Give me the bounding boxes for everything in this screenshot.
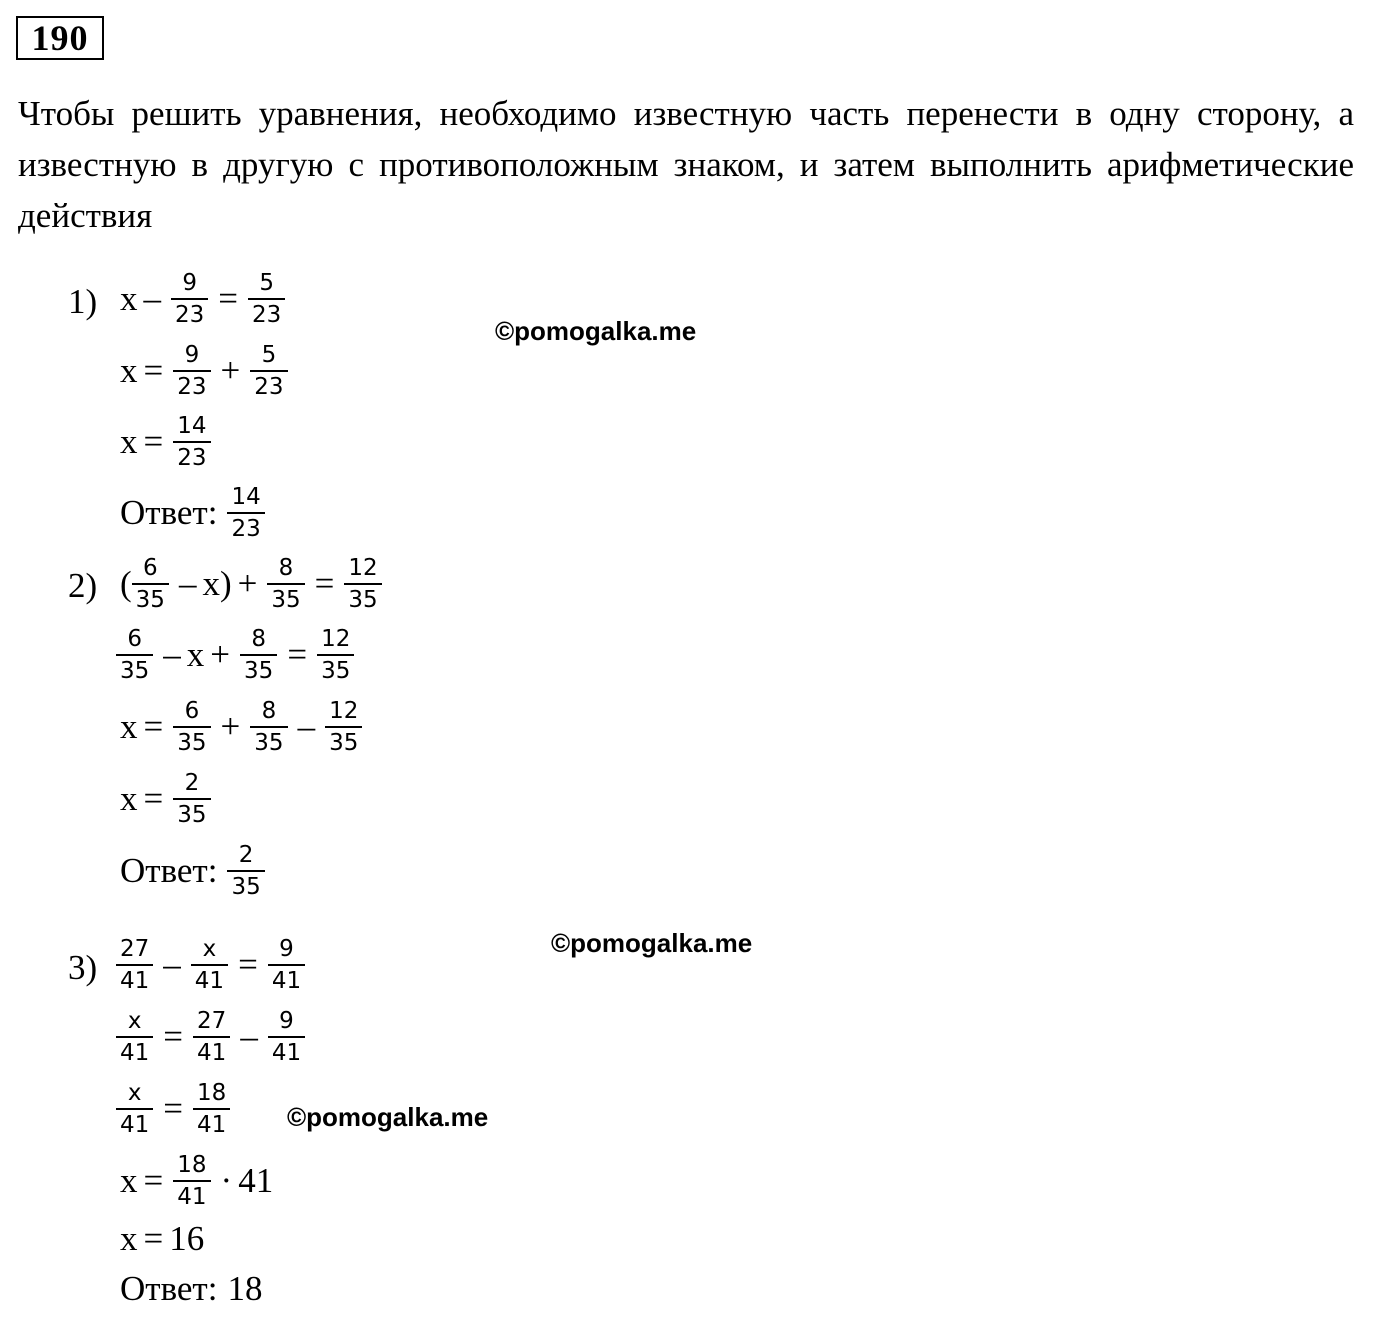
problem-label-3: 3) — [68, 948, 98, 987]
equals-sign: = — [143, 779, 164, 818]
problem-label-1: 1) — [68, 282, 98, 321]
var-x: x — [120, 279, 138, 318]
number: 41 — [238, 1161, 274, 1200]
var-x: x — [202, 564, 220, 603]
equals-sign: = — [143, 351, 164, 390]
plus-sign: + — [237, 564, 258, 603]
p1-line-3 — [120, 407, 215, 477]
plus-sign: + — [210, 635, 231, 674]
right-paren: ) — [219, 564, 232, 603]
problem-label-2: 2) — [68, 566, 98, 605]
fraction: $\frac{5}{23}$ — [248, 268, 285, 330]
p1-line-1 — [120, 264, 289, 334]
p1-line-2 — [120, 336, 292, 406]
var-x: x — [120, 1161, 138, 1200]
fraction: $\frac{8}{35}$ — [250, 696, 287, 758]
equals-sign: = — [143, 1161, 164, 1200]
fraction: $\frac{2}{35}$ — [173, 768, 210, 830]
p2-line-4 — [120, 764, 215, 834]
intro-text: Чтобы решить уравнения, необходимо известную часть перенести в одну сторону, а известную в другую с противоположным знаком, и затем выполнить арифметические действия — [18, 94, 1354, 235]
equals-sign: = — [163, 1017, 184, 1056]
equals-sign: = — [287, 635, 308, 674]
var-x: x — [186, 635, 205, 674]
p2-line-2 — [116, 620, 358, 690]
fraction: $\frac{12}{35}$ — [317, 624, 354, 686]
minus-sign: – — [178, 564, 197, 603]
answer-label: Ответ: — [120, 1269, 218, 1308]
fraction: $\frac{6}{35}$ — [173, 696, 210, 758]
number: 16 — [169, 1219, 205, 1258]
minus-sign: – — [163, 945, 181, 984]
fraction: $\frac{14}{23}$ — [173, 411, 210, 473]
p3-answer — [120, 1254, 262, 1324]
var-x: x — [120, 1219, 138, 1258]
fraction: $\frac{12}{35}$ — [325, 696, 362, 758]
fraction: $\frac{5}{23}$ — [250, 340, 287, 402]
fraction: $\frac{18}{41}$ — [173, 1150, 210, 1212]
equals-sign: = — [143, 422, 164, 461]
fraction: $\frac{9}{23}$ — [171, 268, 208, 330]
var-x: x — [120, 351, 138, 390]
p2-line-3 — [120, 692, 366, 762]
answer-label: Ответ: — [120, 493, 218, 532]
fraction: $\frac{27}{41}$ — [116, 934, 153, 996]
fraction: $\frac{x}{41}$ — [116, 1006, 153, 1068]
fraction: $\frac{x}{41}$ — [116, 1078, 153, 1140]
fraction: $\frac{2}{35}$ — [227, 840, 264, 902]
watermark: ©pomogalka.me — [551, 928, 753, 958]
fraction: $\frac{9}{41}$ — [268, 1006, 305, 1068]
equals-sign: = — [163, 1089, 184, 1128]
minus-sign: – — [240, 1017, 258, 1056]
fraction: $\frac{8}{35}$ — [240, 624, 277, 686]
equals-sign: = — [238, 945, 258, 984]
watermark: ©pomogalka.me — [287, 1102, 489, 1132]
fraction: $\frac{9}{41}$ — [268, 934, 305, 996]
fraction: $\frac{6}{35}$ — [116, 624, 153, 686]
fraction: $\frac{18}{41}$ — [193, 1078, 230, 1140]
minus-sign: – — [163, 635, 181, 674]
left-paren: ( — [120, 564, 132, 603]
equals-sign: = — [218, 279, 239, 318]
p2-answer — [120, 836, 269, 906]
p3-line-3 — [116, 1074, 234, 1144]
minus-sign: – — [143, 279, 161, 318]
p3-line-2 — [116, 1002, 309, 1072]
answer-value: 18 — [227, 1269, 263, 1308]
equals-sign: = — [314, 564, 335, 603]
fraction: $\frac{x}{41}$ — [191, 934, 228, 996]
fraction: $\frac{12}{35}$ — [344, 553, 381, 615]
plus-sign: + — [220, 707, 241, 746]
watermark: ©pomogalka.me — [495, 316, 697, 346]
var-x: x — [120, 422, 138, 461]
fraction: $\frac{27}{41}$ — [193, 1006, 230, 1068]
p1-answer — [120, 478, 269, 548]
equals-sign: = — [143, 1219, 164, 1258]
var-x: x — [120, 707, 138, 746]
fraction: $\frac{8}{35}$ — [267, 553, 304, 615]
answer-label: Ответ: — [120, 851, 218, 890]
multiply-dot: · — [220, 1161, 233, 1200]
fraction: $\frac{9}{23}$ — [173, 340, 210, 402]
problem-number: 190 — [16, 16, 104, 60]
fraction: $\frac{6}{35}$ — [132, 553, 169, 615]
equals-sign: = — [143, 707, 164, 746]
fraction: $\frac{14}{23}$ — [227, 482, 264, 544]
minus-sign: – — [297, 707, 316, 746]
p2-line-1 — [120, 549, 386, 619]
p3-line-1 — [116, 930, 309, 1000]
plus-sign: + — [220, 351, 241, 390]
var-x: x — [120, 779, 138, 818]
